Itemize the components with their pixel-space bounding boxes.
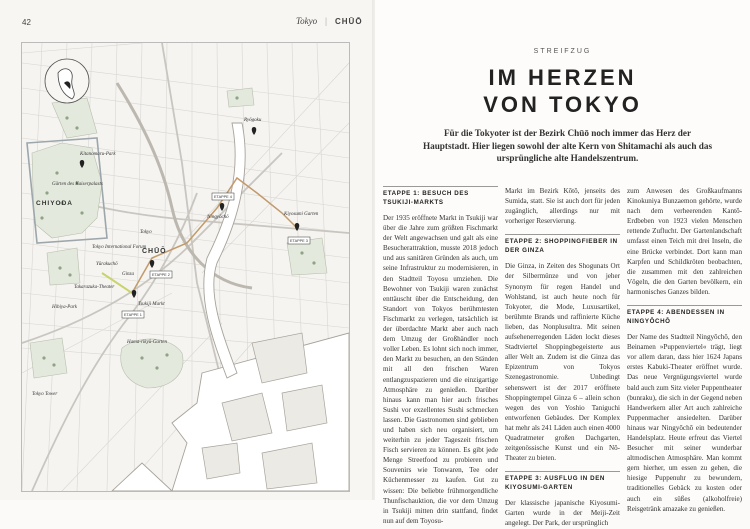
label-tokyo-station: Tokyo [140, 230, 152, 235]
right-page [375, 0, 750, 528]
label-ningyocho: Ningyōchō [207, 215, 229, 220]
label-chuo: CHŪŌ [142, 248, 167, 255]
column-2-text-top: Markt im Bezirk Kōtō, jenseits des Sumida, statt. Sie ist auch dort für jeden zugänglich, allerdings nur mit vorheriger Reservierung. [505, 187, 620, 226]
label-international-forum: Tokyo International Forum [92, 245, 147, 250]
label-hama-rikyu: Hama-rikyū-Garten [127, 340, 167, 345]
district-emblem [45, 59, 89, 103]
label-ginza: Ginza [122, 272, 134, 277]
column-3-text-etappe-4: Der Name des Stadtteil Ningyōchō, den Beinamen »Puppenviertel« trägt, liegt vor allem daran, dass hier 1624 Japans erstes Kabuki-Theater eröffnet wurde. Das neue Vergnügungsviertel wurde bald auch zum Sitz vieler Puppentheater (bunraku), die sich in der Gegend neben Handwerkern aller Art auch zahlreiche Puppenmacher ansiedelten. Darüber hinaus war Ningyōchō ein bedeutender Handelsplatz. Heute erfreut das Viertel Besucher mit seiner wunderbar altmodischen Atmosphäre. Man kommt gern hierher, um essen zu gehen, die hiesige Puppenuhr zu bewundern, traditionelles Gebäck zu kosten oder auch ein süßes (alkoholfreie) Reisgetränk amazake zu genießen. [627, 333, 742, 513]
column-2-text-etappe-3: Der klassische japanische Kiyosumi-Garten wurde in der Meiji-Zeit angelegt. Der Park, der ursprünglich [505, 499, 620, 528]
page-number: 42 [22, 18, 31, 27]
running-header [296, 16, 363, 26]
column-2 [505, 186, 620, 529]
label-takarazuka: Takarazuka-Theater [74, 285, 115, 290]
section-heading-etappe-1: ETAPPE 1: BESUCH DES TSUKIJI-MARKTS [383, 186, 498, 207]
district-map [21, 42, 350, 492]
label-kitanomaru: Kitanomaru-Park [80, 152, 116, 157]
label-yurakucho: Yūrakuchō [96, 262, 118, 267]
tag-etappe1: ETAPPE 1 [124, 313, 142, 317]
section-heading-etappe-3: ETAPPE 3: AUSFLUG IN DEN KIYOSUMI-GARTEN [505, 471, 620, 492]
left-page [0, 0, 375, 500]
running-header-separator: | [325, 16, 327, 26]
section-heading-etappe-2: ETAPPE 2: SHOPPINGFIEBER IN DER GINZA [505, 234, 620, 255]
tag-etappe4: ETAPPE 4 [214, 195, 232, 199]
tag-etappe3: ETAPPE 3 [290, 239, 308, 243]
running-header-city: Tokyo [296, 16, 318, 26]
article-lead: Für die Tokyoter ist der Bezirk Chūō noch immer das Herz der Hauptstadt. Hier liegen sowohl der alte Kern von Shitamachi als auch das ursprüngliche alte Handelszentrum. [422, 128, 713, 163]
article-title-line-1: IM HERZEN [488, 65, 637, 90]
label-ryogoku: Ryōgoku [244, 118, 262, 123]
column-3-text-top: zum Anwesen des Großkaufmanns Kinokuniya Bunzaemon gehörte, wurde nach dem verheerenden Kantō-Erdbeben von 1923 vielen Menschen rettende Zuflucht. Der Gartenlandschaft umfasst einen Teich mit drei Inseln, die eine Brücke verbindet. Dort kann man Karpfen und Schildkröten beobachten, die zusammen mit den zahlreichen Vögeln, die den Garten bevölkern, ein harmonisches Ganzes bilden. [627, 187, 742, 296]
column-1 [383, 186, 498, 526]
map-svg [22, 43, 349, 491]
label-kiyosumi: Kiyosumi Garten [284, 212, 319, 217]
article-title [375, 64, 750, 118]
column-1-text: Der 1935 eröffnete Markt in Tsukiji war über die Jahre zum größten Fischmarkt der Welt angewachsen und galt als eine Besucherattraktion, musste 2018 jedoch und aus sanitären Gründen als auch, um seine Infrastruktur zu modernisieren, in den Stadtteil Toyosu umziehen. Die Bewohner von Tsukiji waren zunächst enttäuscht über die Entscheidung, den Standort von Tokyos berühmtesten Fischmarkt zu verlegen, tatsächlich ist der überdachte Markt aber auch nach dem Umzug der Großhändler noch voller Leben. Es lohnt sich noch immer, den Markt zu besuchen, an den Ständen mit all den frischen Waren entlangzuspazieren und die einzigartige Atmosphäre zu genießen. Darüber hinaus kann man hier auch frisches Sushi vor exzellentes Sushi schmecken lassen. Die Gastronomen sind geblieben und haben sich neu organisiert, um weiterhin zu jeder Tageszeit frischen Fisch servieren zu können. Es gibt jede Menge Streetfood zu probieren und Souvenirs wie Tonwaren, Tee oder Küchenmesser zu kaufen. Gut zu wissen: Die beliebte frühmorgendliche Thunfischauktion, die vor dem Umzug in Tsukiji mitten drin stattfand, findet nun auf dem Toyosu- [383, 214, 498, 525]
column-2-text-etappe-2: Die Ginza, in Zeiten des Shogunats Ort der Silbermünze und von jeher Synonym für regen Handel und Wohlstand, ist auch heute noch für Tokyoter, die Mode, Luxusartikel, berühmte Brands und raffinierte Küche lieben, das Nonplusultra. Mit seinen aufsehenerregenden Läden lockt dieses Stadtviertel Shoppingbegeisterte aus aller Welt an. Zudem ist die Ginza das Epizentrum von Tokyos Szenegastronomie. Unbedingt sehenswert ist der 2017 eröffnete Shoppingtempel Ginza 6 – allein schon wegen des von Yoshio Taniguchi entworfenen Gebäudes. Der Komplex hat mehr als 241 Läden auch einen 4000 Quadratmeter großen Dachgarten, zeitgenössische Kunst und ein Nō-Theater zu bieten. [505, 262, 620, 463]
label-chiyoda: CHIYODA [36, 200, 73, 207]
column-3 [627, 186, 742, 514]
label-tsukiji: Tsukiji Markt [138, 302, 165, 307]
label-tokyo-tower: Tokyo Tower [32, 392, 58, 397]
label-garden-imperial: Gärten des Kaiserpalasts [52, 182, 103, 187]
label-hibiya-park: Hibiya-Park [52, 305, 77, 310]
article-kicker: STREIFZUG [533, 48, 592, 55]
running-header-district: CHŪŌ [334, 17, 363, 26]
article-title-line-2: VON TOKYO [483, 92, 642, 117]
article-columns [383, 186, 743, 528]
section-heading-etappe-4: ETAPPE 4: ABENDESSEN IN NINGYŌCHŌ [627, 305, 742, 326]
tag-etappe2: ETAPPE 2 [152, 273, 170, 277]
